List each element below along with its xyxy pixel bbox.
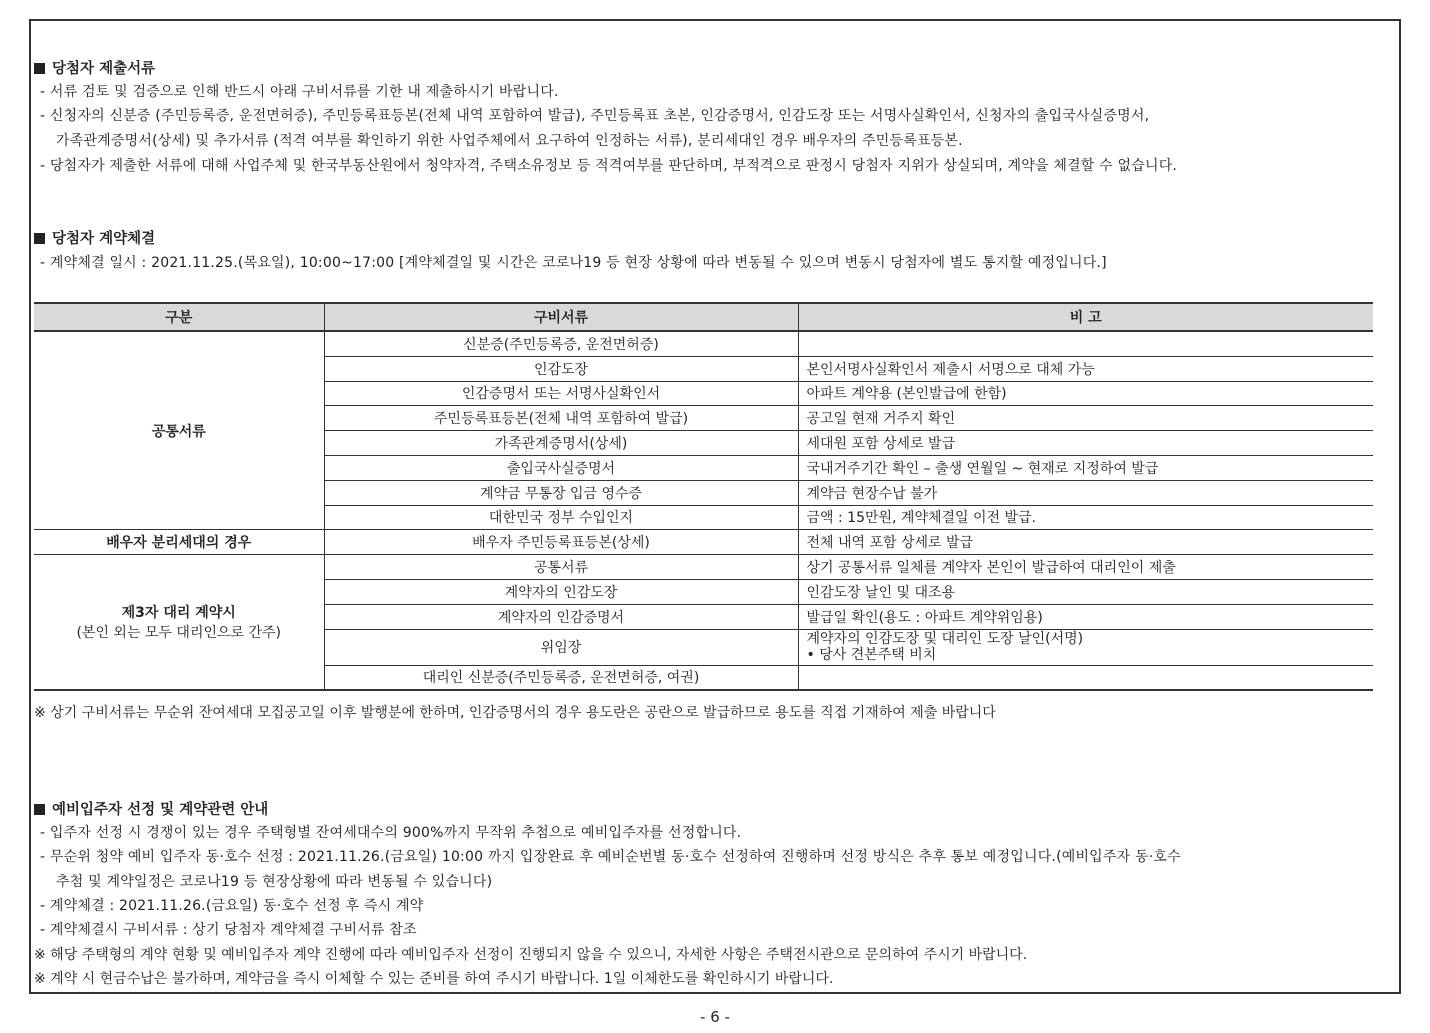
square-bullet-icon xyxy=(34,233,45,244)
reserve-line-1: - 입주자 선정 시 경쟁이 있는 경우 주택형별 잔여세대수의 900%까지 무작위 추첨으로 예비입주자를 선정합니다. xyxy=(40,825,742,841)
table-row: 제3자 대리 계약시 (본인 외는 모두 대리인으로 간주) 공통서류 상기 공통서류 일체를 계약자 본인이 발급하여 대리인이 제출 xyxy=(34,555,1373,580)
table-row: 계약금 무통장 입금 영수증 계약금 현장수납 불가 xyxy=(34,480,1373,505)
table-row: 계약자의 인감증명서 발급일 확인(용도 : 아파트 계약위임용) xyxy=(34,604,1373,629)
header-category: 구분 xyxy=(34,303,324,331)
group-spouse: 배우자 분리세대의 경우 xyxy=(34,530,324,555)
contract-line: - 계약체결 일시 : 2021.11.25.(목요일), 10:00~17:00 [계약체결일 및 시간은 코로나19 등 현장 상황에 따라 변동될 수 있으며 변동시 당첨자에 별도 통지할 예정입니다.] xyxy=(40,255,1107,271)
table-row: 계약자의 인감도장 인감도장 날인 및 대조용 xyxy=(34,579,1373,604)
section-heading-contract: 당첨자 계약체결 xyxy=(34,227,155,248)
section-heading-submission: 당첨자 제출서류 xyxy=(34,57,155,78)
table-row: 공통서류 신분증(주민등록증, 운전면허증) xyxy=(34,331,1373,356)
reserve-note-2: ※ 계약 시 현금수납은 불가하며, 계약금을 즉시 이체할 수 있는 준비를 하여 주시기 바랍니다. 1일 이체한도를 확인하시기 바랍니다. xyxy=(34,971,834,987)
reserve-line-3: 추첨 및 계약일정은 코로나19 등 현장상황에 따라 변동될 수 있습니다) xyxy=(56,874,493,890)
table-row: 가족관계증명서(상세) 세대원 포함 상세로 발급 xyxy=(34,431,1373,456)
reserve-note-1: ※ 해당 주택형의 계약 현황 및 예비입주자 계약 진행에 따라 예비입주자 선정이 진행되지 않을 수 있으니, 자세한 사항은 주택전시관으로 문의하여 주시기 바랍니다. xyxy=(34,947,1028,963)
table-row: 위임장 계약자의 인감도장 및 대리인 도장 날인(서명) • 당사 견본주택 비치 xyxy=(34,629,1373,665)
square-bullet-icon xyxy=(34,63,45,74)
header-remarks: 비 고 xyxy=(798,303,1373,331)
submission-line-3: 가족관계증명서(상세) 및 추가서류 (적격 여부를 확인하기 위한 사업주체에서 요구하여 인정하는 서류), 분리세대인 경우 배우자의 주민등록표등본. xyxy=(56,133,963,149)
table-row: 출입국사실증명서 국내거주기간 확인 – 출생 연월일 ~ 현재로 지정하여 발급 xyxy=(34,455,1373,480)
table-row: 대한민국 정부 수입인지 금액 : 15만원, 계약체결일 이전 발급. xyxy=(34,505,1373,530)
group-common: 공통서류 xyxy=(34,331,324,530)
reserve-line-2: - 무순위 청약 예비 입주자 동·호수 선정 : 2021.11.26.(금요일) 10:00 까지 입장완료 후 예비순번별 동·호수 선정하여 진행하며 선정 방식은 추후 통보 예정입니다.(예비입주자 동·호수 xyxy=(40,849,1181,865)
table-row: 주민등록표등본(전체 내역 포함하여 발급) 공고일 현재 거주지 확인 xyxy=(34,406,1373,431)
group-proxy-subtitle: (본인 외는 모두 대리인으로 간주) xyxy=(76,625,282,642)
table-row: 배우자 분리세대의 경우 배우자 주민등록표등본(상세) 전체 내역 포함 상세로 발급 xyxy=(34,530,1373,555)
submission-line-2: - 신청자의 신분증 (주민등록증, 운전면허증), 주민등록표등본(전체 내역 포함하여 발급), 주민등록표 초본, 인감증명서, 인감도장 또는 서명사실확인서, 신청자의 출입국사실증명서, xyxy=(40,108,1150,124)
reserve-line-5: - 계약체결시 구비서류 : 상기 당첨자 계약체결 구비서류 참조 xyxy=(40,922,417,938)
table-row: 인감도장 본인서명사실확인서 제출시 서명으로 대체 가능 xyxy=(34,356,1373,381)
reserve-line-4: - 계약체결 : 2021.11.26.(금요일) 동·호수 선정 후 즉시 계약 xyxy=(40,898,424,914)
table-footnote: ※ 상기 구비서류는 무순위 잔여세대 모집공고일 이후 발행분에 한하며, 인감증명서의 경우 용도란은 공란으로 발급하므로 용도를 직접 기재하여 제출 바랍니다 xyxy=(34,705,996,721)
table-row: 대리인 신분증(주민등록증, 운전면허증, 여권) xyxy=(34,665,1373,690)
section-heading-reserve: 예비입주자 선정 및 계약관련 안내 xyxy=(34,798,268,819)
required-documents-table xyxy=(34,302,1373,691)
table-header-row xyxy=(34,303,1373,331)
square-bullet-icon xyxy=(34,804,45,815)
group-proxy xyxy=(34,555,324,691)
page-number: - 6 - xyxy=(700,1008,730,1026)
submission-line-4: - 당첨자가 제출한 서류에 대해 사업주체 및 한국부동산원에서 청약자격, 주택소유정보 등 적격여부를 판단하며, 부적격으로 판정시 당첨자 지위가 상실되며, 계약을 체결할 수 없습니다. xyxy=(40,158,1178,174)
table-row: 인감증명서 또는 서명사실확인서 아파트 계약용 (본인발급에 한함) xyxy=(34,381,1373,406)
submission-line-1: - 서류 검토 및 검증으로 인해 반드시 아래 구비서류를 기한 내 제출하시기 바랍니다. xyxy=(40,84,559,100)
group-proxy-title: 제3자 대리 계약시 xyxy=(121,605,236,622)
header-documents: 구비서류 xyxy=(324,303,798,331)
